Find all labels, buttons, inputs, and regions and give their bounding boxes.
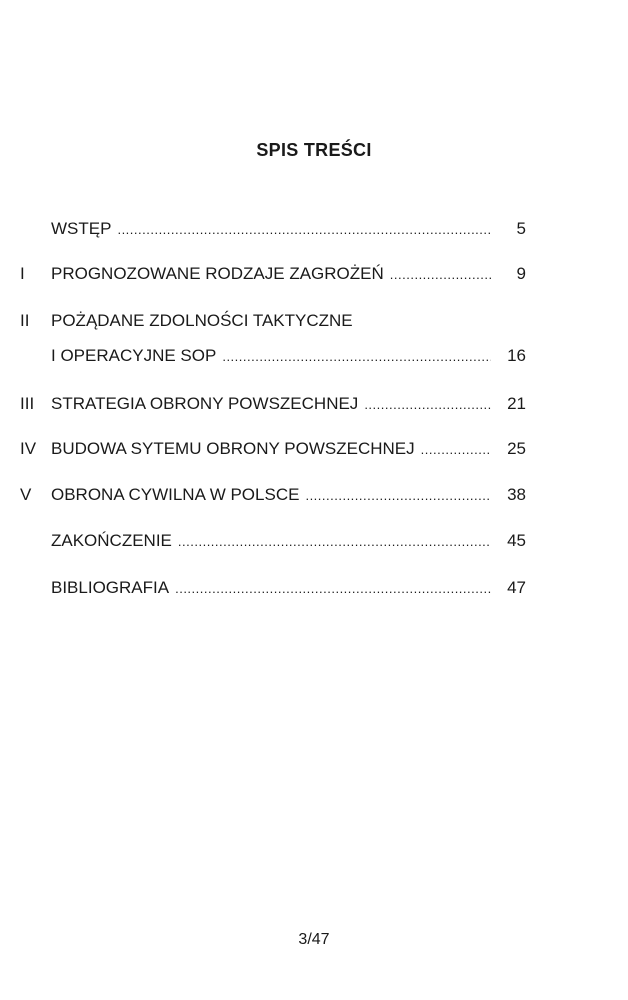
chapter-page-number: 9 (516, 264, 526, 283)
chapter-title-continuation: I OPERACYJNE SOP (51, 346, 217, 365)
chapter-title: PROGNOZOWANE RODZAJE ZAGROŻEŃ (51, 264, 384, 283)
toc-entry-chapter-4[interactable] (0, 437, 628, 461)
toc-entry-introduction[interactable] (0, 217, 628, 241)
dot-leader (178, 530, 491, 553)
page-title: SPIS TREŚCI (256, 140, 372, 160)
chapter-title: STRATEGIA OBRONY POWSZECHNEJ (51, 394, 359, 413)
chapter-page-number: 16 (507, 346, 526, 365)
chapter-title: WSTĘP (51, 219, 112, 238)
dot-leader (421, 438, 491, 461)
toc-entry-chapter-5[interactable] (0, 483, 628, 507)
chapter-numeral: IV (20, 439, 37, 458)
dot-leader (390, 263, 491, 286)
chapter-page-number: 5 (516, 219, 526, 238)
chapter-title: ZAKOŃCZENIE (51, 531, 172, 550)
toc-entry-conclusion[interactable] (0, 529, 628, 553)
toc-entry-bibliography[interactable] (0, 576, 628, 600)
chapter-numeral: III (20, 394, 35, 413)
toc-entry-chapter-1[interactable] (0, 262, 628, 286)
toc-entry-chapter-2-continuation[interactable] (0, 344, 628, 368)
dot-leader (175, 577, 491, 600)
chapter-page-number: 25 (507, 439, 526, 458)
toc-entry-chapter-2[interactable] (0, 309, 628, 333)
dot-leader (222, 345, 491, 368)
chapter-page-number: 45 (507, 531, 526, 550)
dot-leader (364, 393, 491, 416)
chapter-numeral: II (20, 311, 30, 330)
chapter-title: OBRONA CYWILNA W POLSCE (51, 485, 300, 504)
dot-leader (117, 218, 491, 241)
chapter-page-number: 47 (507, 578, 526, 597)
chapter-page-number: 21 (507, 394, 526, 413)
chapter-numeral: V (20, 485, 32, 504)
chapter-page-number: 38 (507, 485, 526, 504)
page-number-footer: 3/47 (298, 931, 330, 948)
toc-entry-chapter-3[interactable] (0, 392, 628, 416)
chapter-title: BIBLIOGRAFIA (51, 578, 170, 597)
chapter-title: BUDOWA SYTEMU OBRONY POWSZECHNEJ (51, 439, 415, 458)
chapter-numeral: I (20, 264, 25, 283)
chapter-title: POŻĄDANE ZDOLNOŚCI TAKTYCZNE (51, 311, 353, 330)
dot-leader (305, 484, 491, 507)
